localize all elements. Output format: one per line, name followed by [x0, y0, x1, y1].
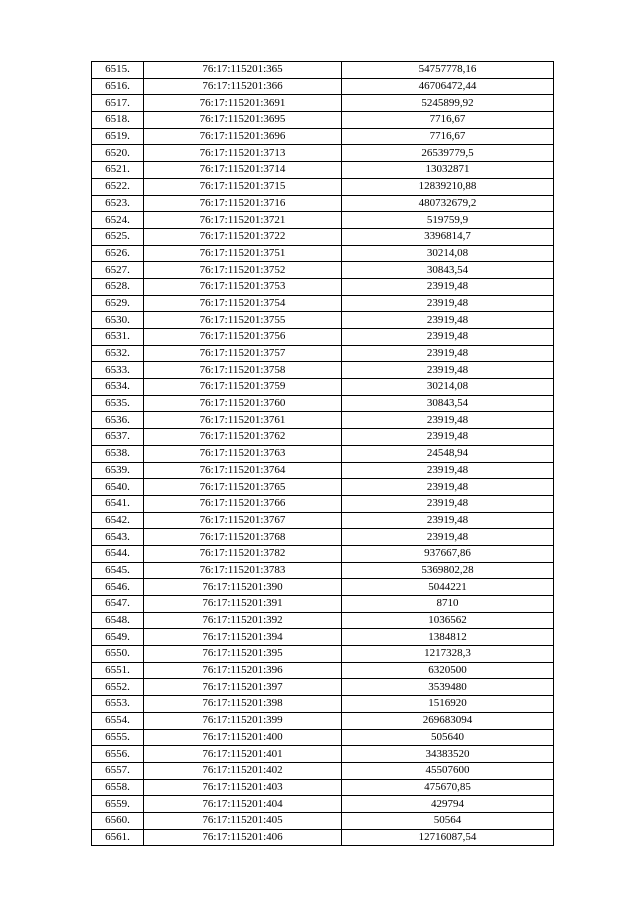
row-number-cell: 6552.	[92, 679, 144, 696]
cadastral-value-cell: 480732679,2	[342, 195, 554, 212]
table-row	[92, 429, 554, 446]
cadastral-number-cell: 76:17:115201:3766	[144, 495, 342, 512]
cadastral-number-cell: 76:17:115201:404	[144, 796, 342, 813]
cadastral-value-cell: 1217328,3	[342, 646, 554, 663]
row-number-cell: 6545.	[92, 562, 144, 579]
table-row	[92, 412, 554, 429]
table-row	[92, 212, 554, 229]
cadastral-value-cell: 1516920	[342, 696, 554, 713]
row-number-cell: 6517.	[92, 95, 144, 112]
row-number-cell: 6529.	[92, 295, 144, 312]
row-number-cell: 6546.	[92, 579, 144, 596]
cadastral-value-cell: 30843,54	[342, 262, 554, 279]
cadastral-number-cell: 76:17:115201:3759	[144, 379, 342, 396]
cadastral-number-cell: 76:17:115201:3721	[144, 212, 342, 229]
row-number-cell: 6536.	[92, 412, 144, 429]
cadastral-value-cell: 23919,48	[342, 495, 554, 512]
table-row	[92, 162, 554, 179]
cadastral-value-cell: 475670,85	[342, 779, 554, 796]
table-row	[92, 829, 554, 846]
table-row	[92, 479, 554, 496]
row-number-cell: 6528.	[92, 278, 144, 295]
row-number-cell: 6524.	[92, 212, 144, 229]
table-row	[92, 112, 554, 129]
row-number-cell: 6534.	[92, 379, 144, 396]
row-number-cell: 6525.	[92, 228, 144, 245]
cadastral-value-cell: 23919,48	[342, 295, 554, 312]
table-row	[92, 78, 554, 95]
cadastral-value-cell: 26539779,5	[342, 145, 554, 162]
row-number-cell: 6516.	[92, 78, 144, 95]
table-row	[92, 128, 554, 145]
cadastral-value-cell: 937667,86	[342, 545, 554, 562]
cadastral-number-cell: 76:17:115201:406	[144, 829, 342, 846]
cadastral-value-cell: 13032871	[342, 162, 554, 179]
cadastral-number-cell: 76:17:115201:402	[144, 762, 342, 779]
table-row	[92, 278, 554, 295]
cadastral-number-cell: 76:17:115201:3764	[144, 462, 342, 479]
row-number-cell: 6542.	[92, 512, 144, 529]
cadastral-number-cell: 76:17:115201:3756	[144, 329, 342, 346]
cadastral-number-cell: 76:17:115201:394	[144, 629, 342, 646]
table-row	[92, 362, 554, 379]
row-number-cell: 6530.	[92, 312, 144, 329]
table-row	[92, 529, 554, 546]
row-number-cell: 6550.	[92, 646, 144, 663]
table-row	[92, 329, 554, 346]
row-number-cell: 6523.	[92, 195, 144, 212]
cadastral-value-cell: 50564	[342, 812, 554, 829]
row-number-cell: 6547.	[92, 596, 144, 613]
table-row	[92, 145, 554, 162]
cadastral-value-cell: 23919,48	[342, 362, 554, 379]
cadastral-number-cell: 76:17:115201:3716	[144, 195, 342, 212]
cadastral-value-cell: 269683094	[342, 712, 554, 729]
table-row	[92, 679, 554, 696]
table-row	[92, 712, 554, 729]
cadastral-number-cell: 76:17:115201:3695	[144, 112, 342, 129]
cadastral-value-cell: 429794	[342, 796, 554, 813]
table-row	[92, 579, 554, 596]
cadastral-number-cell: 76:17:115201:3713	[144, 145, 342, 162]
cadastral-value-cell: 30843,54	[342, 395, 554, 412]
cadastral-number-cell: 76:17:115201:400	[144, 729, 342, 746]
table-row	[92, 312, 554, 329]
row-number-cell: 6549.	[92, 629, 144, 646]
table-row	[92, 62, 554, 79]
cadastral-number-cell: 76:17:115201:392	[144, 612, 342, 629]
table-row	[92, 345, 554, 362]
row-number-cell: 6538.	[92, 445, 144, 462]
row-number-cell: 6537.	[92, 429, 144, 446]
row-number-cell: 6560.	[92, 812, 144, 829]
cadastral-value-cell: 23919,48	[342, 462, 554, 479]
cadastral-number-cell: 76:17:115201:3783	[144, 562, 342, 579]
table-row	[92, 796, 554, 813]
cadastral-value-cell: 23919,48	[342, 529, 554, 546]
table-row	[92, 646, 554, 663]
row-number-cell: 6544.	[92, 545, 144, 562]
row-number-cell: 6526.	[92, 245, 144, 262]
cadastral-number-cell: 76:17:115201:3767	[144, 512, 342, 529]
cadastral-value-cell: 7716,67	[342, 128, 554, 145]
cadastral-value-cell: 3396814,7	[342, 228, 554, 245]
document-page	[91, 61, 553, 846]
cadastral-value-cell: 23919,48	[342, 479, 554, 496]
cadastral-value-cell: 23919,48	[342, 429, 554, 446]
row-number-cell: 6531.	[92, 329, 144, 346]
table-row	[92, 195, 554, 212]
table-row	[92, 178, 554, 195]
row-number-cell: 6535.	[92, 395, 144, 412]
table-body	[92, 62, 554, 846]
cadastral-number-cell: 76:17:115201:3761	[144, 412, 342, 429]
cadastral-number-cell: 76:17:115201:3768	[144, 529, 342, 546]
cadastral-value-cell: 6320500	[342, 662, 554, 679]
cadastral-number-cell: 76:17:115201:3760	[144, 395, 342, 412]
table-row	[92, 379, 554, 396]
cadastral-value-table	[91, 61, 554, 846]
row-number-cell: 6527.	[92, 262, 144, 279]
cadastral-number-cell: 76:17:115201:397	[144, 679, 342, 696]
cadastral-value-cell: 8710	[342, 596, 554, 613]
cadastral-value-cell: 5044221	[342, 579, 554, 596]
cadastral-value-cell: 23919,48	[342, 512, 554, 529]
cadastral-number-cell: 76:17:115201:3755	[144, 312, 342, 329]
row-number-cell: 6533.	[92, 362, 144, 379]
cadastral-number-cell: 76:17:115201:3763	[144, 445, 342, 462]
cadastral-value-cell: 30214,08	[342, 379, 554, 396]
row-number-cell: 6522.	[92, 178, 144, 195]
cadastral-number-cell: 76:17:115201:366	[144, 78, 342, 95]
row-number-cell: 6553.	[92, 696, 144, 713]
cadastral-value-cell: 30214,08	[342, 245, 554, 262]
row-number-cell: 6556.	[92, 746, 144, 763]
row-number-cell: 6559.	[92, 796, 144, 813]
row-number-cell: 6540.	[92, 479, 144, 496]
table-row	[92, 729, 554, 746]
cadastral-number-cell: 76:17:115201:3715	[144, 178, 342, 195]
cadastral-number-cell: 76:17:115201:390	[144, 579, 342, 596]
table-row	[92, 512, 554, 529]
row-number-cell: 6532.	[92, 345, 144, 362]
cadastral-value-cell: 46706472,44	[342, 78, 554, 95]
row-number-cell: 6543.	[92, 529, 144, 546]
cadastral-number-cell: 76:17:115201:3714	[144, 162, 342, 179]
cadastral-number-cell: 76:17:115201:3754	[144, 295, 342, 312]
cadastral-number-cell: 76:17:115201:365	[144, 62, 342, 79]
table-row	[92, 495, 554, 512]
cadastral-value-cell: 23919,48	[342, 312, 554, 329]
table-row	[92, 779, 554, 796]
cadastral-value-cell: 34383520	[342, 746, 554, 763]
cadastral-number-cell: 76:17:115201:396	[144, 662, 342, 679]
table-row	[92, 562, 554, 579]
row-number-cell: 6558.	[92, 779, 144, 796]
cadastral-value-cell: 12839210,88	[342, 178, 554, 195]
table-row	[92, 596, 554, 613]
table-row	[92, 812, 554, 829]
cadastral-value-cell: 12716087,54	[342, 829, 554, 846]
cadastral-number-cell: 76:17:115201:3691	[144, 95, 342, 112]
table-row	[92, 462, 554, 479]
cadastral-number-cell: 76:17:115201:3758	[144, 362, 342, 379]
cadastral-value-cell: 1384812	[342, 629, 554, 646]
cadastral-number-cell: 76:17:115201:391	[144, 596, 342, 613]
cadastral-value-cell: 23919,48	[342, 412, 554, 429]
table-row	[92, 228, 554, 245]
table-row	[92, 395, 554, 412]
cadastral-number-cell: 76:17:115201:3782	[144, 545, 342, 562]
cadastral-value-cell: 23919,48	[342, 329, 554, 346]
cadastral-number-cell: 76:17:115201:401	[144, 746, 342, 763]
row-number-cell: 6521.	[92, 162, 144, 179]
cadastral-value-cell: 1036562	[342, 612, 554, 629]
cadastral-value-cell: 23919,48	[342, 345, 554, 362]
cadastral-value-cell: 505640	[342, 729, 554, 746]
cadastral-value-cell: 3539480	[342, 679, 554, 696]
table-row	[92, 746, 554, 763]
cadastral-number-cell: 76:17:115201:405	[144, 812, 342, 829]
cadastral-value-cell: 5369802,28	[342, 562, 554, 579]
row-number-cell: 6541.	[92, 495, 144, 512]
cadastral-value-cell: 54757778,16	[342, 62, 554, 79]
cadastral-value-cell: 5245899,92	[342, 95, 554, 112]
row-number-cell: 6561.	[92, 829, 144, 846]
cadastral-number-cell: 76:17:115201:3757	[144, 345, 342, 362]
cadastral-number-cell: 76:17:115201:3765	[144, 479, 342, 496]
cadastral-value-cell: 45507600	[342, 762, 554, 779]
table-row	[92, 696, 554, 713]
cadastral-number-cell: 76:17:115201:3696	[144, 128, 342, 145]
cadastral-number-cell: 76:17:115201:3752	[144, 262, 342, 279]
cadastral-value-cell: 7716,67	[342, 112, 554, 129]
cadastral-number-cell: 76:17:115201:395	[144, 646, 342, 663]
cadastral-number-cell: 76:17:115201:3762	[144, 429, 342, 446]
cadastral-number-cell: 76:17:115201:399	[144, 712, 342, 729]
table-row	[92, 762, 554, 779]
row-number-cell: 6555.	[92, 729, 144, 746]
cadastral-value-cell: 24548,94	[342, 445, 554, 462]
row-number-cell: 6539.	[92, 462, 144, 479]
cadastral-number-cell: 76:17:115201:3722	[144, 228, 342, 245]
row-number-cell: 6554.	[92, 712, 144, 729]
row-number-cell: 6515.	[92, 62, 144, 79]
table-row	[92, 612, 554, 629]
row-number-cell: 6557.	[92, 762, 144, 779]
row-number-cell: 6520.	[92, 145, 144, 162]
cadastral-number-cell: 76:17:115201:3751	[144, 245, 342, 262]
table-row	[92, 629, 554, 646]
cadastral-number-cell: 76:17:115201:3753	[144, 278, 342, 295]
table-row	[92, 95, 554, 112]
row-number-cell: 6519.	[92, 128, 144, 145]
row-number-cell: 6551.	[92, 662, 144, 679]
table-row	[92, 295, 554, 312]
cadastral-number-cell: 76:17:115201:403	[144, 779, 342, 796]
table-row	[92, 262, 554, 279]
table-row	[92, 445, 554, 462]
cadastral-value-cell: 23919,48	[342, 278, 554, 295]
row-number-cell: 6548.	[92, 612, 144, 629]
table-row	[92, 662, 554, 679]
cadastral-value-cell: 519759,9	[342, 212, 554, 229]
row-number-cell: 6518.	[92, 112, 144, 129]
table-row	[92, 545, 554, 562]
table-row	[92, 245, 554, 262]
cadastral-number-cell: 76:17:115201:398	[144, 696, 342, 713]
